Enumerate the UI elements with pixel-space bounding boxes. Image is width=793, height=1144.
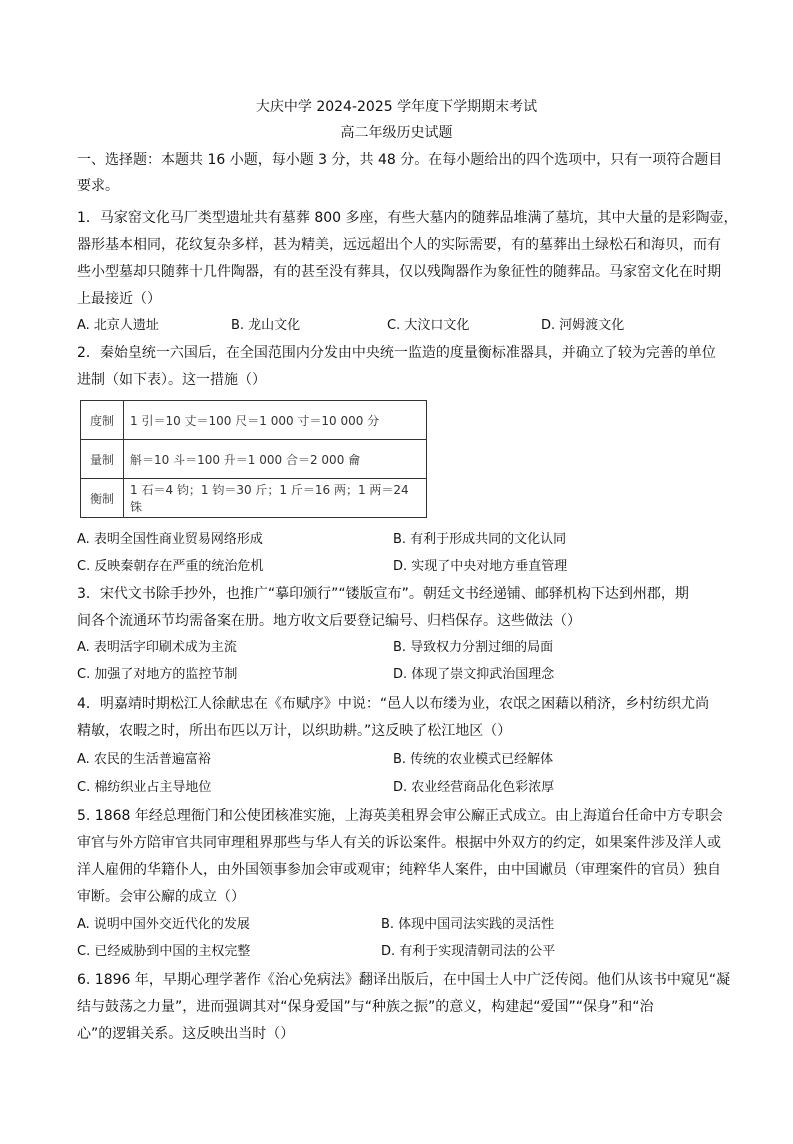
measurement-units-table xyxy=(80,400,427,518)
question-2-line-1: 2．秦始皇统一六国后，在全国范围内分发由中央统一监造的度量衡标准器具，并确立了较为完善的单位 xyxy=(77,345,716,361)
question-4-option-a[interactable]: A. 农民的生活普遍富裕 xyxy=(77,752,211,767)
question-1-line-3: 些小型墓却只随葬十几件陶器，有的甚至没有葬具，仅以残陶器作为象征性的随葬品。马家窑文化在时期 xyxy=(77,264,721,280)
question-1-line-4: 上最接近（） xyxy=(77,291,161,307)
question-2-option-c[interactable]: C. 反映秦朝存在严重的统治危机 xyxy=(77,559,264,574)
table-row-label: 量制 xyxy=(81,440,124,479)
section-instructions-line-2: 要求。 xyxy=(77,178,119,194)
table-row-value: 1 引＝10 丈＝100 尺＝1 000 寸＝10 000 分 xyxy=(124,401,427,440)
question-1-line-1: 1．马家窑文化马厂类型遗址共有墓葬 800 多座，有些大墓内的随葬品堆满了墓坑，其中大量的是彩陶壶， xyxy=(77,210,738,226)
table-row-value: 斛＝10 斗＝100 升＝1 000 合＝2 000 龠 xyxy=(124,440,427,479)
question-3-option-a[interactable]: A. 表明活字印刷术成为主流 xyxy=(77,640,237,655)
question-2-line-2: 进制（如下表）。这一措施（） xyxy=(77,372,266,388)
question-5-line-2: 审官与外方陪审官共同审理租界那些与华人有关的诉讼案件。根据中外双方的约定，如果案件涉及洋人或 xyxy=(77,835,721,851)
question-2-option-b[interactable]: B. 有利于形成共同的文化认同 xyxy=(393,532,567,547)
question-5-option-a[interactable]: A. 说明中国外交近代化的发展 xyxy=(77,917,250,932)
table-row xyxy=(81,440,427,479)
question-4-option-c[interactable]: C. 棉纺织业占主导地位 xyxy=(77,780,212,795)
question-1-option-d[interactable]: D. 河姆渡文化 xyxy=(541,318,625,333)
question-6-line-2: 结与鼓荡之力量”，进而强调其对“保身爱国”与“种族之振”的意义，构建起“爱国”“保身”和“治 xyxy=(77,999,654,1015)
section-instructions-line-1: 一、选择题：本题共 16 小题，每小题 3 分，共 48 分。在每小题给出的四个选项中，只有一项符合题目 xyxy=(77,152,723,168)
question-3-option-c[interactable]: C. 加强了对地方的监控节制 xyxy=(77,667,238,682)
table-row-value: 1 石＝4 钧；1 钧＝30 斤；1 斤＝16 两；1 两＝24 铢 xyxy=(124,479,427,518)
question-1-option-a[interactable]: A. 北京人遗址 xyxy=(77,318,159,333)
question-2-option-a[interactable]: A. 表明全国性商业贸易网络形成 xyxy=(77,532,263,547)
question-5-line-1: 5. 1868 年经总理衙门和公使团核准实施，上海英美租界会审公廨正式成立。由上海道台任命中方专职会 xyxy=(77,808,723,824)
question-5-line-3: 洋人雇佣的华籍仆人，由外国领事参加会审或观审；纯粹华人案件，由中国谳员（审理案件的官员）独自 xyxy=(77,862,721,878)
question-3-option-d[interactable]: D. 体现了崇文抑武治国理念 xyxy=(393,667,555,682)
question-1-option-c[interactable]: C. 大汶口文化 xyxy=(387,318,470,333)
question-4-option-d[interactable]: D. 农业经营商品化色彩浓厚 xyxy=(393,780,555,795)
question-3-line-2: 间各个流通环节均需备案在册。地方收文后要登记编号、归档保存。这些做法（） xyxy=(77,613,581,629)
question-4-line-1: 4．明嘉靖时期松江人徐献忠在《布赋序》中说：“邑人以布缕为业，农氓之困藉以稍济，乡村纺织尤尚 xyxy=(77,696,710,712)
question-4-line-2: 精敏，农暇之时，所出布匹以万计，以织助耕。”这反映了松江地区（） xyxy=(77,723,512,739)
question-6-line-3: 心”的逻辑关系。这反映出当时（） xyxy=(77,1026,295,1042)
question-2-option-d[interactable]: D. 实现了中央对地方垂直管理 xyxy=(393,559,568,574)
question-3-option-b[interactable]: B. 导致权力分割过细的局面 xyxy=(393,640,554,655)
question-1-option-b[interactable]: B. 龙山文化 xyxy=(231,318,301,333)
question-5-option-b[interactable]: B. 体现中国司法实践的灵活性 xyxy=(381,917,555,932)
table-row xyxy=(81,479,427,518)
question-4-option-b[interactable]: B. 传统的农业模式已经解体 xyxy=(393,752,554,767)
question-1-line-2: 器形基本相同，花纹复杂多样，甚为精美，远远超出个人的实际需要，有的墓葬出土绿松石和海贝，而有 xyxy=(77,237,721,253)
question-5-option-c[interactable]: C. 已经威胁到中国的主权完整 xyxy=(77,944,251,959)
table-row xyxy=(81,401,427,440)
question-5-line-4: 审断。会审公廨的成立（） xyxy=(77,889,245,905)
question-6-line-1: 6. 1896 年，早期心理学著作《治心免病法》翻译出版后，在中国士人中广泛传阅。他们从该书中窥见“凝 xyxy=(77,972,731,988)
question-3-line-1: 3．宋代文书除手抄外，也推广“摹印颁行”“镂版宣布”。朝廷文书经递铺、邮驿机构下达到州郡，期 xyxy=(77,586,689,602)
table-row-label: 衡制 xyxy=(81,479,124,518)
exam-title: 大庆中学 2024-2025 学年度下学期期末考试 xyxy=(255,99,538,115)
table-row-label: 度制 xyxy=(81,401,124,440)
exam-subtitle: 高二年级历史试题 xyxy=(340,125,453,141)
question-5-option-d[interactable]: D. 有利于实现清朝司法的公平 xyxy=(381,944,556,959)
